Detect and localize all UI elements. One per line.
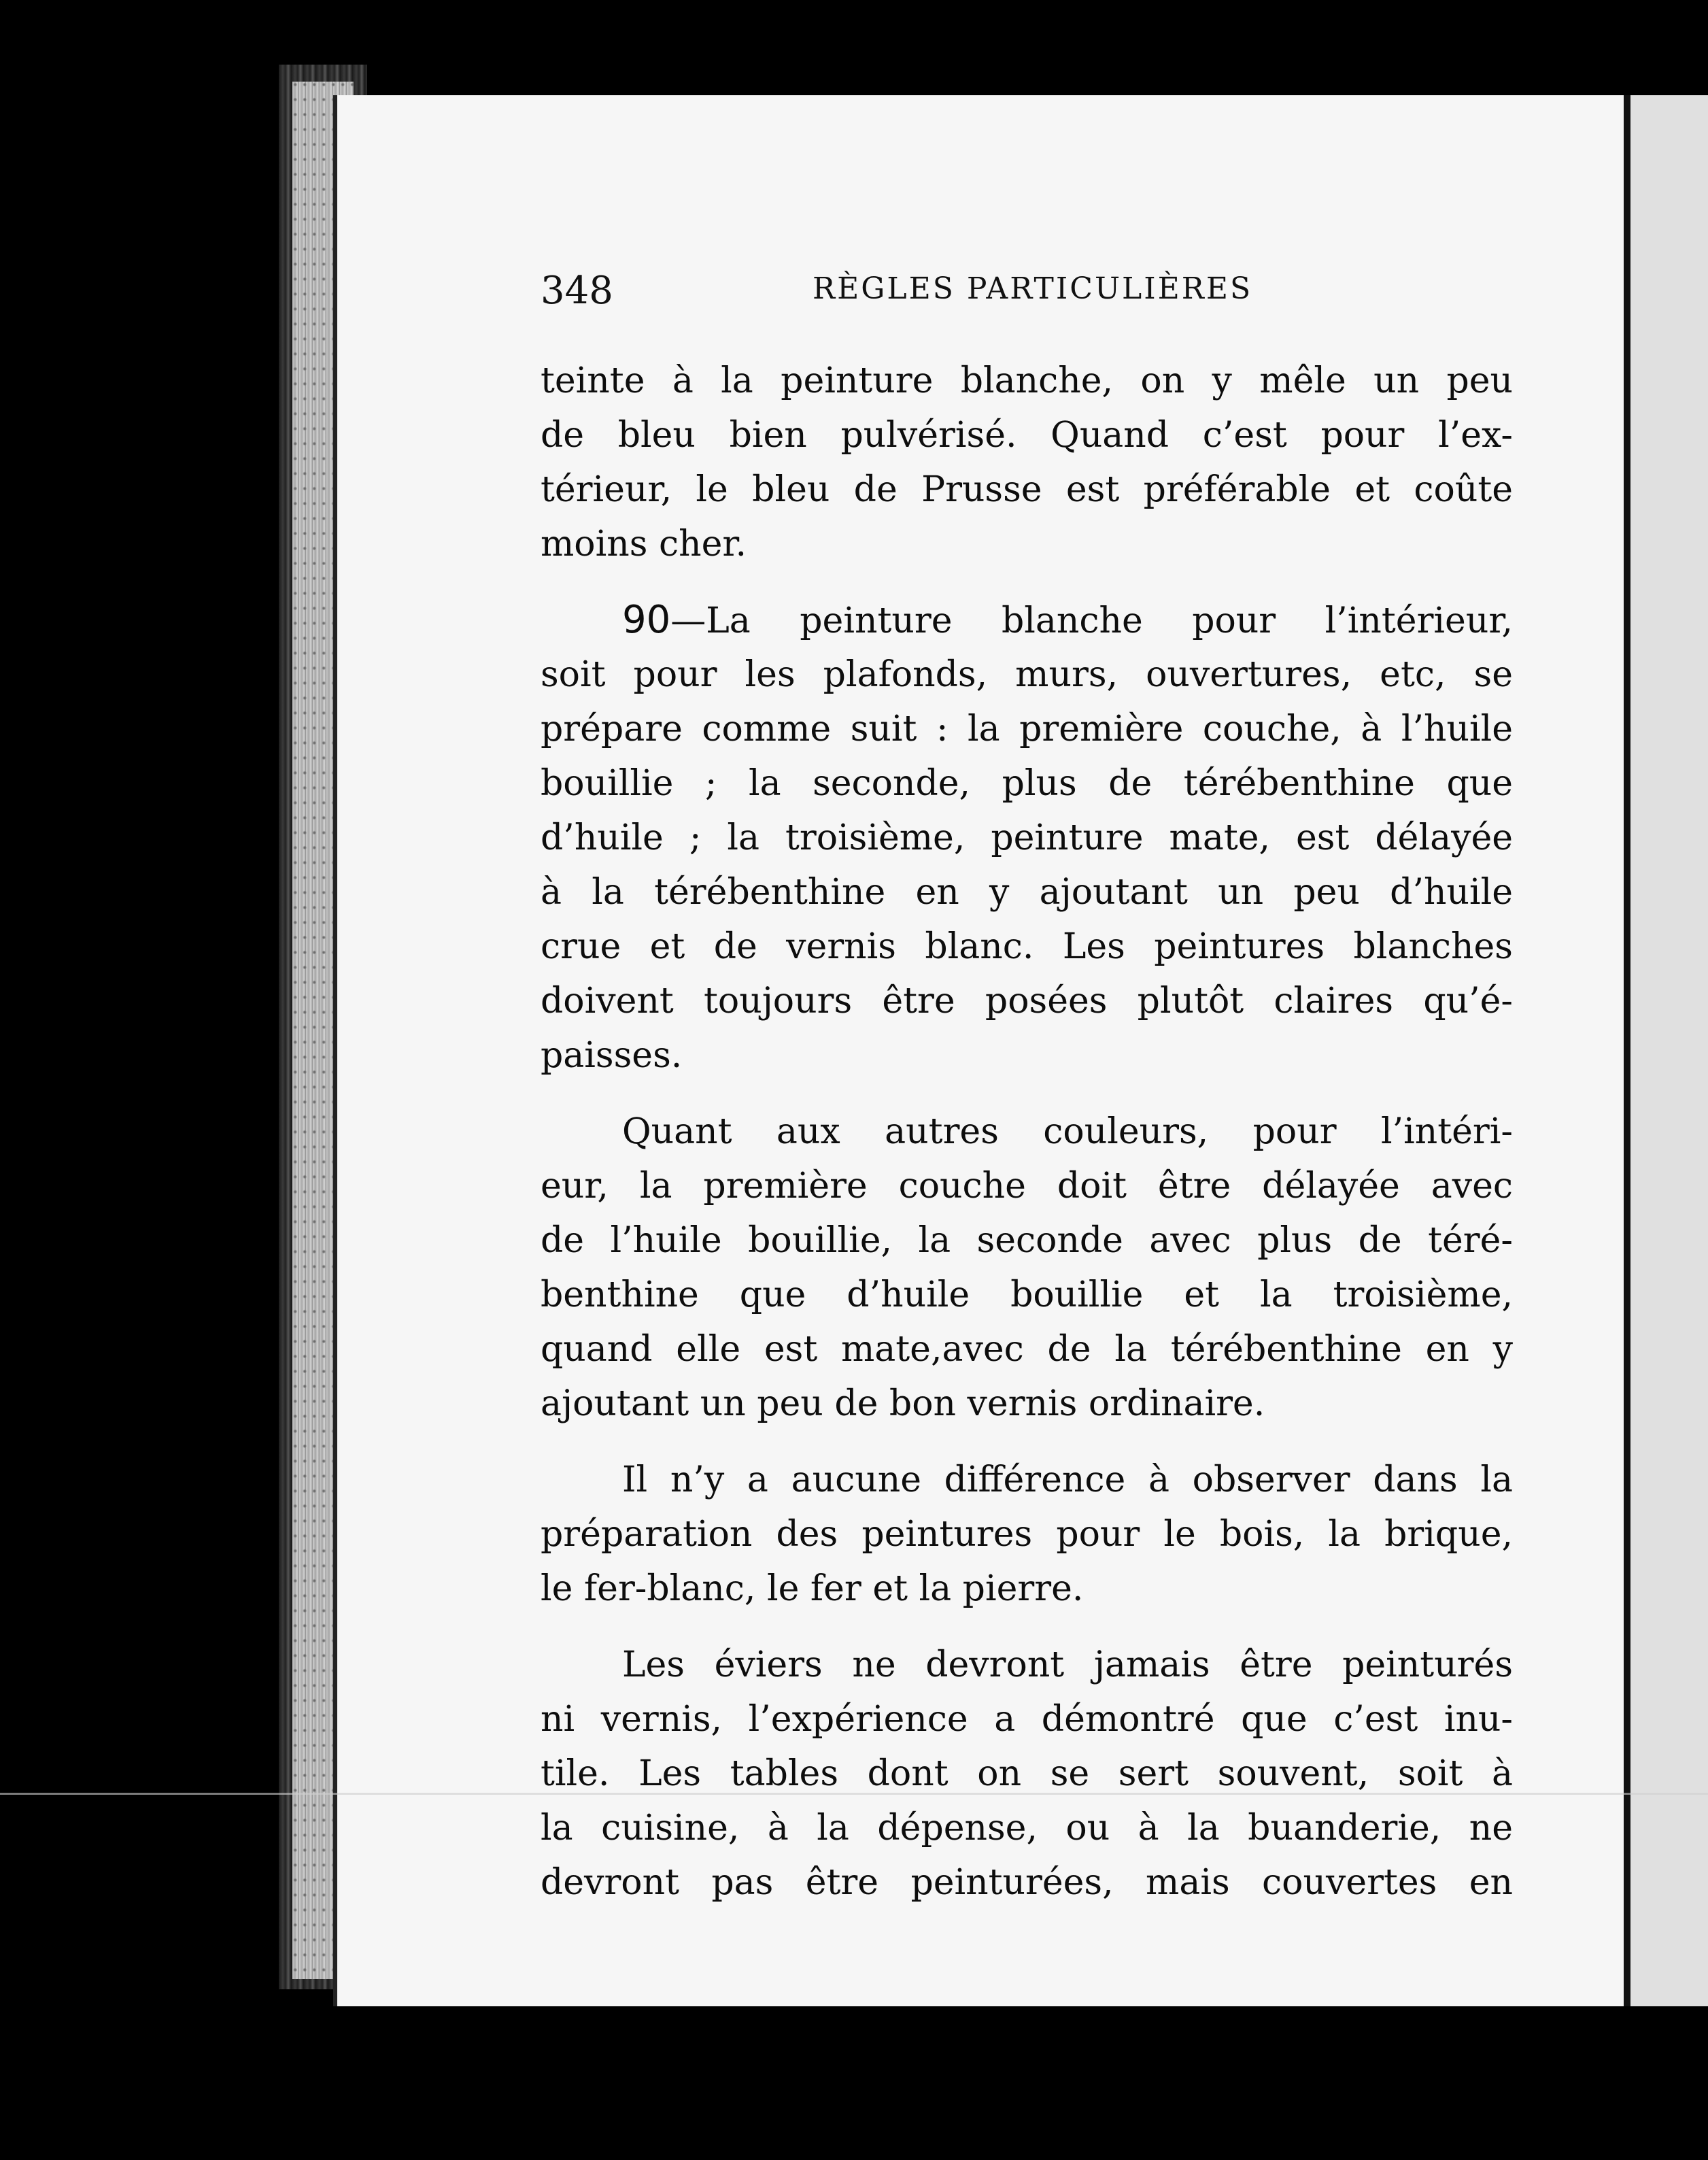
text-line: Il n’y a aucune différence à observer dans la xyxy=(622,1459,1513,1500)
text-line: paisses. xyxy=(541,1035,683,1076)
text-line: la cuisine, à la dépense, ou à la buanderie, ne xyxy=(541,1808,1513,1849)
page-number: 348 xyxy=(541,269,613,313)
text-line: eur, la première couche doit être délayée avec xyxy=(541,1166,1513,1206)
text-line: moins cher. xyxy=(541,524,747,564)
text-line: térieur, le bleu de Prusse est préférable et coûte xyxy=(541,469,1513,510)
text-line: benthine que d’huile bouillie et la troisième, xyxy=(541,1275,1513,1315)
running-head xyxy=(541,269,1275,323)
paragraph-number: 90 xyxy=(622,598,671,642)
paragraph-90 xyxy=(541,593,1513,1083)
text-line: ajoutant un peu de bon vernis ordinaire. xyxy=(541,1383,1265,1424)
text-line: ni vernis, l’expérience a démontré que c’est inu- xyxy=(541,1699,1513,1740)
text-line: teinte à la peinture blanche, on y mêle un peu xyxy=(541,360,1513,401)
text-line: d’huile ; la troisième, peinture mate, est délayée xyxy=(541,817,1513,858)
text-line: Les éviers ne devront jamais être peinturés xyxy=(622,1644,1513,1685)
text-line xyxy=(541,593,1513,647)
paragraph xyxy=(541,1104,1513,1431)
text-line: de bleu bien pulvérisé. Quand c’est pour l’ex- xyxy=(541,415,1513,456)
text-line: bouillie ; la seconde, plus de térébenthine que xyxy=(541,763,1513,804)
text-line: doivent toujours être posées plutôt claires qu’é- xyxy=(541,981,1513,1022)
running-title: RÈGLES PARTICULIÈRES xyxy=(813,271,1253,306)
scan-bottom-margin xyxy=(0,2013,1708,2160)
text-line: à la térébenthine en y ajoutant un peu d’huile xyxy=(541,872,1513,913)
paragraph xyxy=(541,1453,1513,1616)
text-line: crue et de vernis blanc. Les peintures blanches xyxy=(541,926,1513,967)
text-line: soit pour les plafonds, murs, ouvertures, etc, se xyxy=(541,654,1513,695)
text-line: Quant aux autres couleurs, pour l’intéri- xyxy=(622,1111,1513,1152)
text-line: prépare comme suit : la première couche, à l’huile xyxy=(541,709,1513,749)
text-line-content: —La peinture blanche pour l’intérieur, xyxy=(670,601,1513,641)
paragraph xyxy=(541,354,1513,571)
body-text xyxy=(541,354,1513,1910)
text-line: le fer-blanc, le fer et la pierre. xyxy=(541,1568,1084,1609)
text-line: préparation des peintures pour le bois, la brique, xyxy=(541,1514,1513,1555)
text-line: quand elle est mate,avec de la térébenthine en y xyxy=(541,1329,1513,1370)
text-line: devront pas être peinturées, mais couvertes en xyxy=(541,1862,1513,1903)
text-line: tile. Les tables dont on se sert souvent, soit à xyxy=(541,1753,1513,1794)
gutter-shadow xyxy=(1624,95,1630,2006)
paragraph xyxy=(541,1638,1513,1910)
facing-page-edge xyxy=(1630,95,1708,2006)
text-line: de l’huile bouillie, la seconde avec plus de téré- xyxy=(541,1220,1513,1261)
